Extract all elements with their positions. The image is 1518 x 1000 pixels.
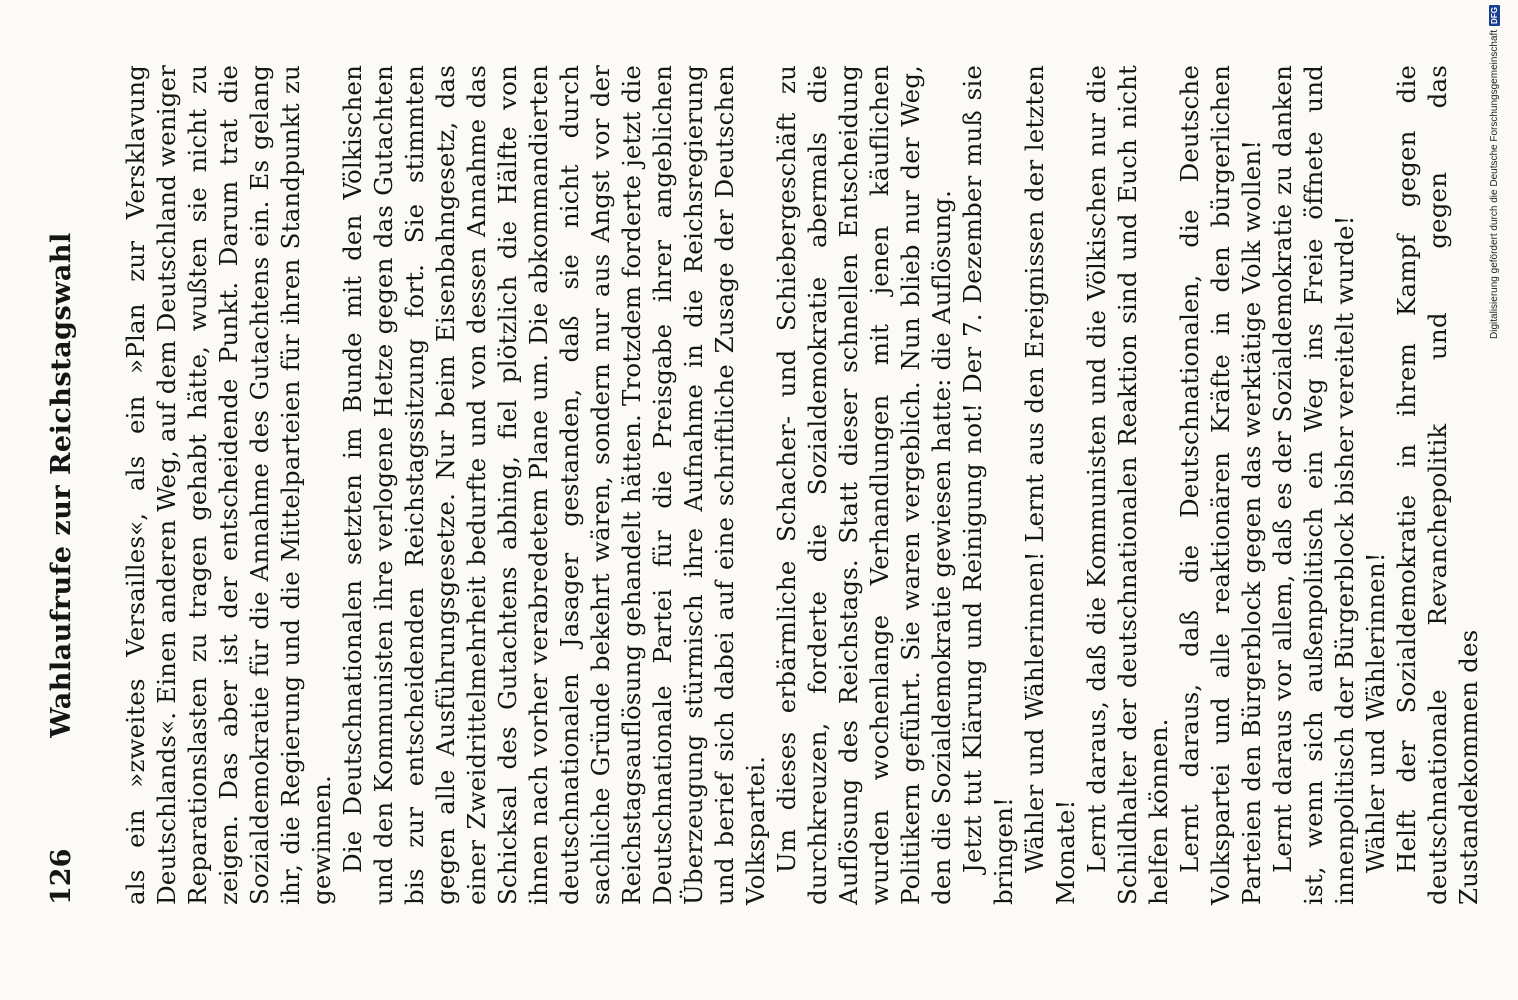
paragraph: Helft der Sozialdemokratie in ihrem Kampf gegen die deutschnationale Revanchepolitik und gegen das Zustandekommen des [1392,65,1483,905]
body-text [120,65,1483,905]
running-head [40,65,90,905]
paragraph: Jetzt tut Klärung und Reinigung not! Der 7. Dezember muß sie bringen! [958,65,1018,905]
paragraph: Um dieses erbärmliche Schacher- und Schiebergeschäft zu durchkreuzen, forderte die Sozialdemokratie abermals die Auflösung des Reichstags. Statt dieser schnellen Entscheidung wurden wochenlange Verhandlungen mit jenen käuflichen Politikern geführt. Sie waren vergeblich. Nun blieb nur der Weg, den die Sozialdemokratie gewiesen hatte: die Auflösung. [772,65,956,905]
dfg-logo: DFG [1490,7,1499,24]
credit-line [1489,5,1500,339]
paragraph: Wähler und Wählerinnen! [1361,552,1390,873]
paragraph: Lernt daraus vor allem, daß es der Sozialdemokratie zu danken ist, wenn sich außenpolitisch ein Weg ins Freie öffnete und innenpolitisch der Bürgerblock bisher vereitelt wurde! [1268,65,1359,905]
paragraph: als ein »zweites Versailles«, als ein »Plan zur Versklavung Deutschlands«. Einen anderen Weg, auf dem Deutschland weniger Reparationslasten zu tragen gehabt hätte, wußten sie nicht zu zeigen. Das aber ist der entscheidende Punkt. Darum trat die Sozialdemokratie für die Annahme des Gutachtens ein. Es gelang ihr, die Regierung und die Mittelparteien für ihren Standpunkt zu gewinnen. [121,65,336,905]
paragraph: Die Deutschnationalen setzten im Bunde mit den Völkischen und den Kommunisten ihre verlogene Hetze gegen das Gutachten bis zur entscheidenden Reichstagssitzung fort. Sie stimmten gegen alle Ausführungsgesetze. Nur beim Eisenbahngesetz, das einer Zweidrittelmehrheit bedurfte und von dessen Annahme das Schicksal des Gutachtens abhing, fiel plötzlich die Hälfte von ihnen nach vorher verabredetem Plane um. Die abkommandierten deutschnationalen Jasager gestanden, daß sie nicht durch sachliche Gründe bekehrt wären, sondern nur aus Angst vor der Reichstagsauflösung gehandelt hätten. Trotzdem forderte jetzt die Deutschnationale Partei für die Preisgabe ihrer angeblichen Überzeugung stürmisch ihre Aufnahme in die Reichsregierung und berief sich dabei auf eine schriftliche Zusage der Deutschen Volkspartei. [338,65,770,905]
paragraph: Wähler und Wählerinnen! Lernt aus den Ereignissen der letzten Monate! [1020,65,1080,905]
paragraph: Lernt daraus, daß die Deutschnationalen, die Deutsche Volkspartei und alle reaktionären Kräfte in den bürgerlichen Parteien den Bürgerblock gegen das werktätige Volk wollen! [1175,65,1266,905]
page-number: 126 [46,848,77,905]
paragraph: Lernt daraus, daß die Kommunisten und die Völkischen nur die Schildhalter der deutschnationalen Reaktion sind und Euch nicht helfen können. [1082,65,1173,905]
digitization-credit [1488,0,1512,400]
page-header-title: Wahlaufrufe zur Reichstagswahl [46,232,77,738]
credit-text: Digitalisierung gefördert durch die Deutsche Forschungsgemeinschaft [1489,29,1500,339]
